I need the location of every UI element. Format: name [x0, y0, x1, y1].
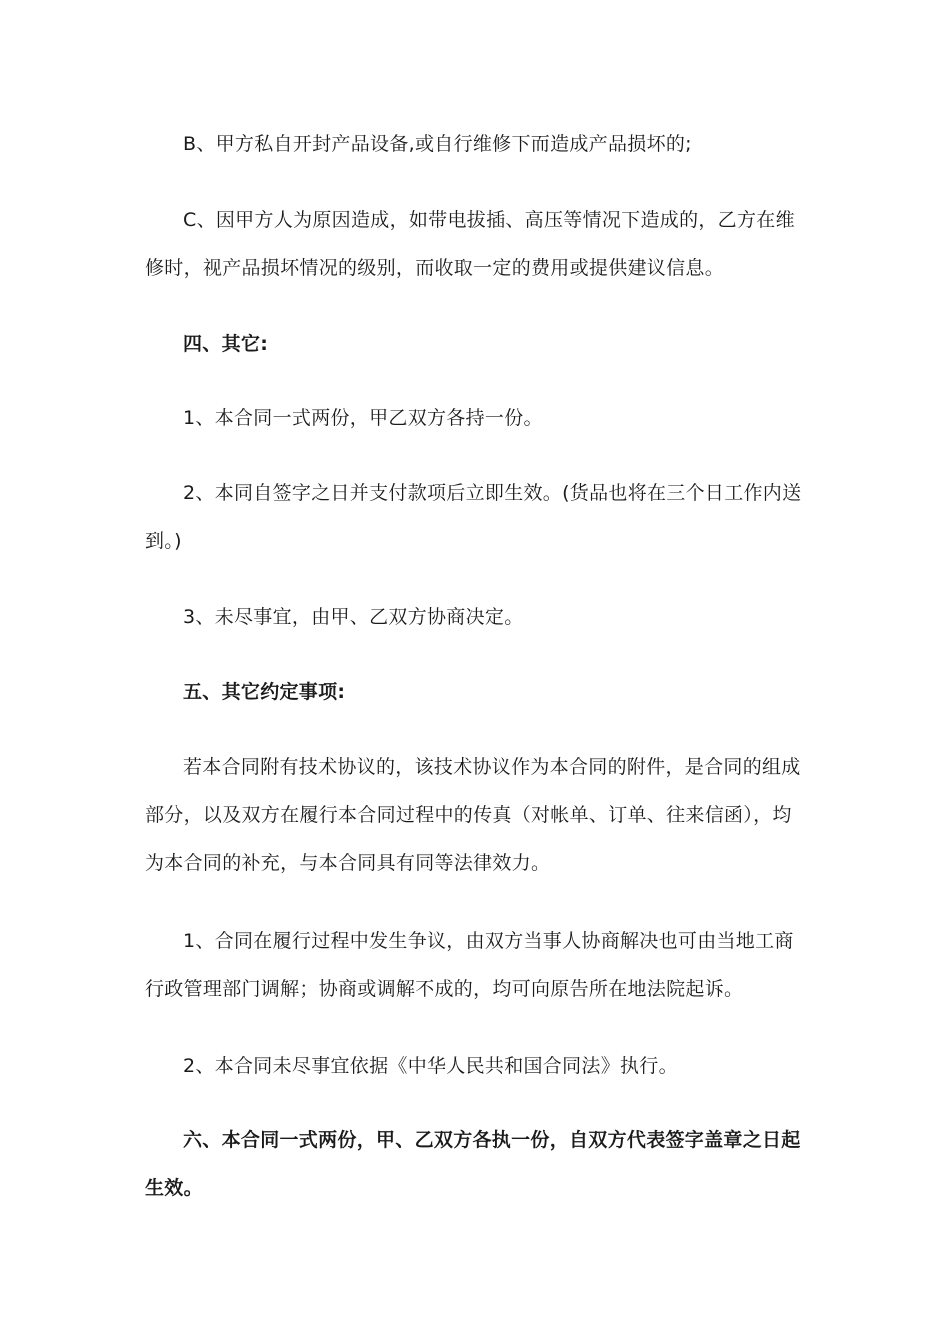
- section-4-item-3: 3、未尽事宜，由甲、乙双方协商决定。: [183, 606, 524, 628]
- clause-b-text: B、甲方私自开封产品设备,或自行维修下而造成产品损坏的;: [183, 133, 692, 155]
- section-6-heading: 六、本合同一式两份，甲、乙双方各执一份，自双方代表签字盖章之日起生效。: [145, 1129, 801, 1199]
- section-4-item-1: 1、本合同一式两份，甲乙双方各持一份。: [183, 407, 543, 429]
- section-4-heading: 四、其它:: [183, 333, 269, 355]
- section-5-item-2: 2、本合同未尽事宜依据《中华人民共和国合同法》执行。: [183, 1055, 678, 1077]
- section-4-item-2: 2、本同自签字之日并支付款项后立即生效。(货品也将在三个日工作内送到。): [145, 482, 802, 552]
- clause-c-text: C、因甲方人为原因造成，如带电拔插、高压等情况下造成的，乙方在维修时，视产品损坏情况的级别，而收取一定的费用或提供建议信息。: [145, 209, 795, 279]
- section-5-intro: 若本合同附有技术协议的，该技术协议作为本合同的附件，是合同的组成部分，以及双方在履行本合同过程中的传真（对帐单、订单、往来信函），均为本合同的补充，与本合同具有同等法律效力。: [145, 756, 801, 874]
- section-5-item-1: 1、合同在履行过程中发生争议，由双方当事人协商解决也可由当地工商行政管理部门调解；协商或调解不成的，均可向原告所在地法院起诉。: [145, 930, 794, 1000]
- section-5-heading: 五、其它约定事项:: [183, 681, 346, 703]
